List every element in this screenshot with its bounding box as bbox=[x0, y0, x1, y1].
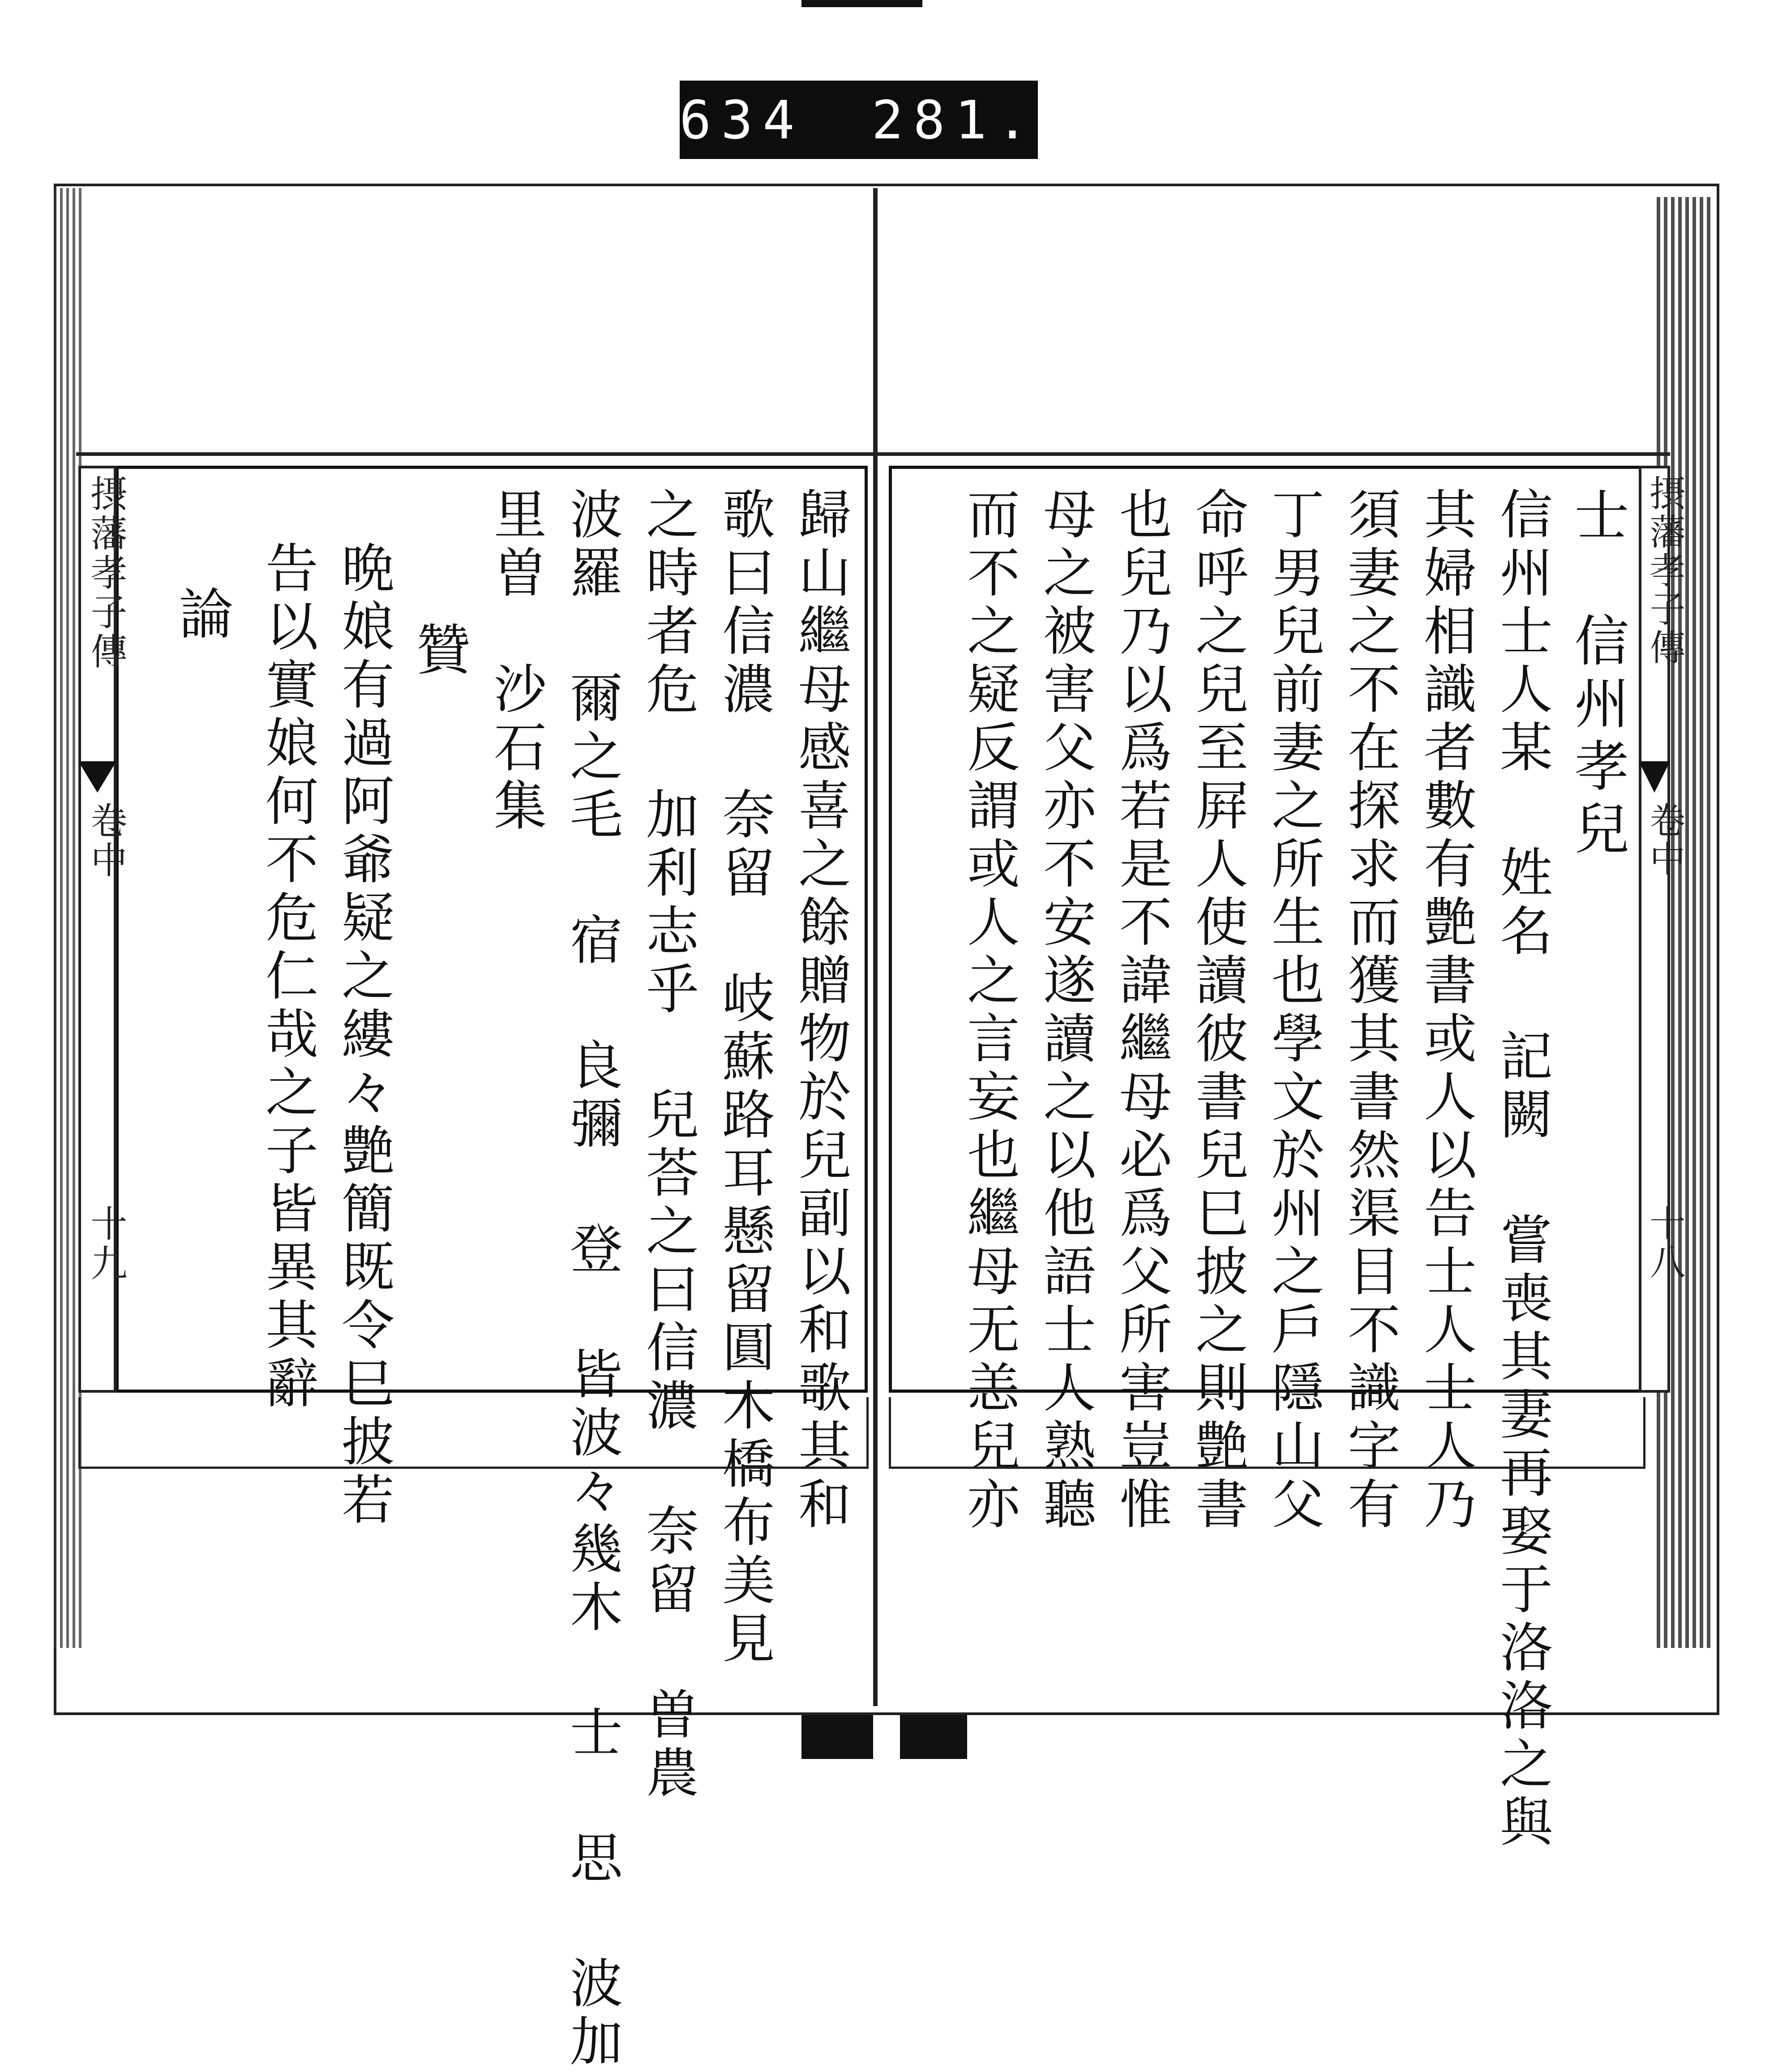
right-col-2: 信州士人某 姓名 記闕 嘗喪其妻再娶于洛洛之與 bbox=[1491, 487, 1553, 1853]
left-col-2: 歌曰信濃 奈留 岐蘇路耳懸留圓木橋布美見 bbox=[713, 487, 775, 1669]
left-col-4: 波羅 爾之毛 宿 良彌 登 皆波々幾木 士 思 波加 bbox=[561, 487, 623, 2072]
left-page-foot bbox=[78, 1397, 869, 1469]
left-col-3: 之時者危 加利志乎 兒荅之曰信濃 奈留 曽農 bbox=[637, 487, 699, 1803]
left-margin-title: 摂藩孝子傳 bbox=[85, 475, 127, 672]
right-col-4: 須妻之不在探求而獲其書然渠目不識字有 bbox=[1339, 487, 1401, 1535]
left-margin-folio: 十九 bbox=[85, 1205, 127, 1283]
left-col-6: 贊 bbox=[407, 558, 471, 684]
call-number-label bbox=[680, 81, 1038, 159]
right-margin-title: 摂藩孝子傳 bbox=[1644, 475, 1685, 667]
right-col-7: 也兒乃以爲若是不諱繼母必爲父所害豈惟 bbox=[1110, 487, 1172, 1535]
left-page-frame bbox=[116, 466, 868, 2072]
right-col-9: 而不之疑反謂或人之言妄也繼母无恙兒亦 bbox=[958, 487, 1020, 1535]
right-col-1: 士 信州孝兒 bbox=[1565, 487, 1629, 863]
bottom-binding-clip-left bbox=[801, 1711, 873, 1759]
right-col-6: 命呼之兒至屛人使讀彼書兒巳披之則艶書 bbox=[1187, 487, 1248, 1535]
right-margin-folio: 十八 bbox=[1644, 1205, 1685, 1282]
bottom-binding-clip-right bbox=[900, 1711, 967, 1759]
right-col-8: 母之被害父亦不安遂讀之以他語士人熟聽 bbox=[1034, 487, 1096, 1535]
right-page-frame bbox=[889, 466, 1645, 1853]
book-gutter bbox=[873, 188, 878, 1706]
left-col-7: 晩娘有過阿爺疑之縷々艶簡既令巳披若 bbox=[333, 541, 394, 1530]
call-number-right: 281. bbox=[871, 89, 1038, 151]
right-page-foot bbox=[889, 1397, 1645, 1469]
right-col-5: 丁男兒前妻之所生也學文於州之戶隱山父 bbox=[1263, 487, 1324, 1535]
left-margin-volume: 卷中 bbox=[85, 802, 127, 880]
left-col-1: 歸山繼母感喜之餘贈物於兒副以和歌其和 bbox=[789, 487, 851, 1535]
call-number-left: 634 bbox=[679, 89, 805, 151]
left-col-9: 論 bbox=[170, 585, 233, 648]
right-margin-volume: 卷中 bbox=[1644, 802, 1685, 879]
top-binding-clip bbox=[801, 0, 922, 7]
left-col-5: 里曽 沙石集 bbox=[485, 487, 547, 836]
left-col-8: 告以實娘何不危仁哉之子皆異其辭 bbox=[257, 541, 318, 1414]
right-col-3: 其婦相識者數有艶書或人以告士人士人乃 bbox=[1415, 487, 1477, 1535]
